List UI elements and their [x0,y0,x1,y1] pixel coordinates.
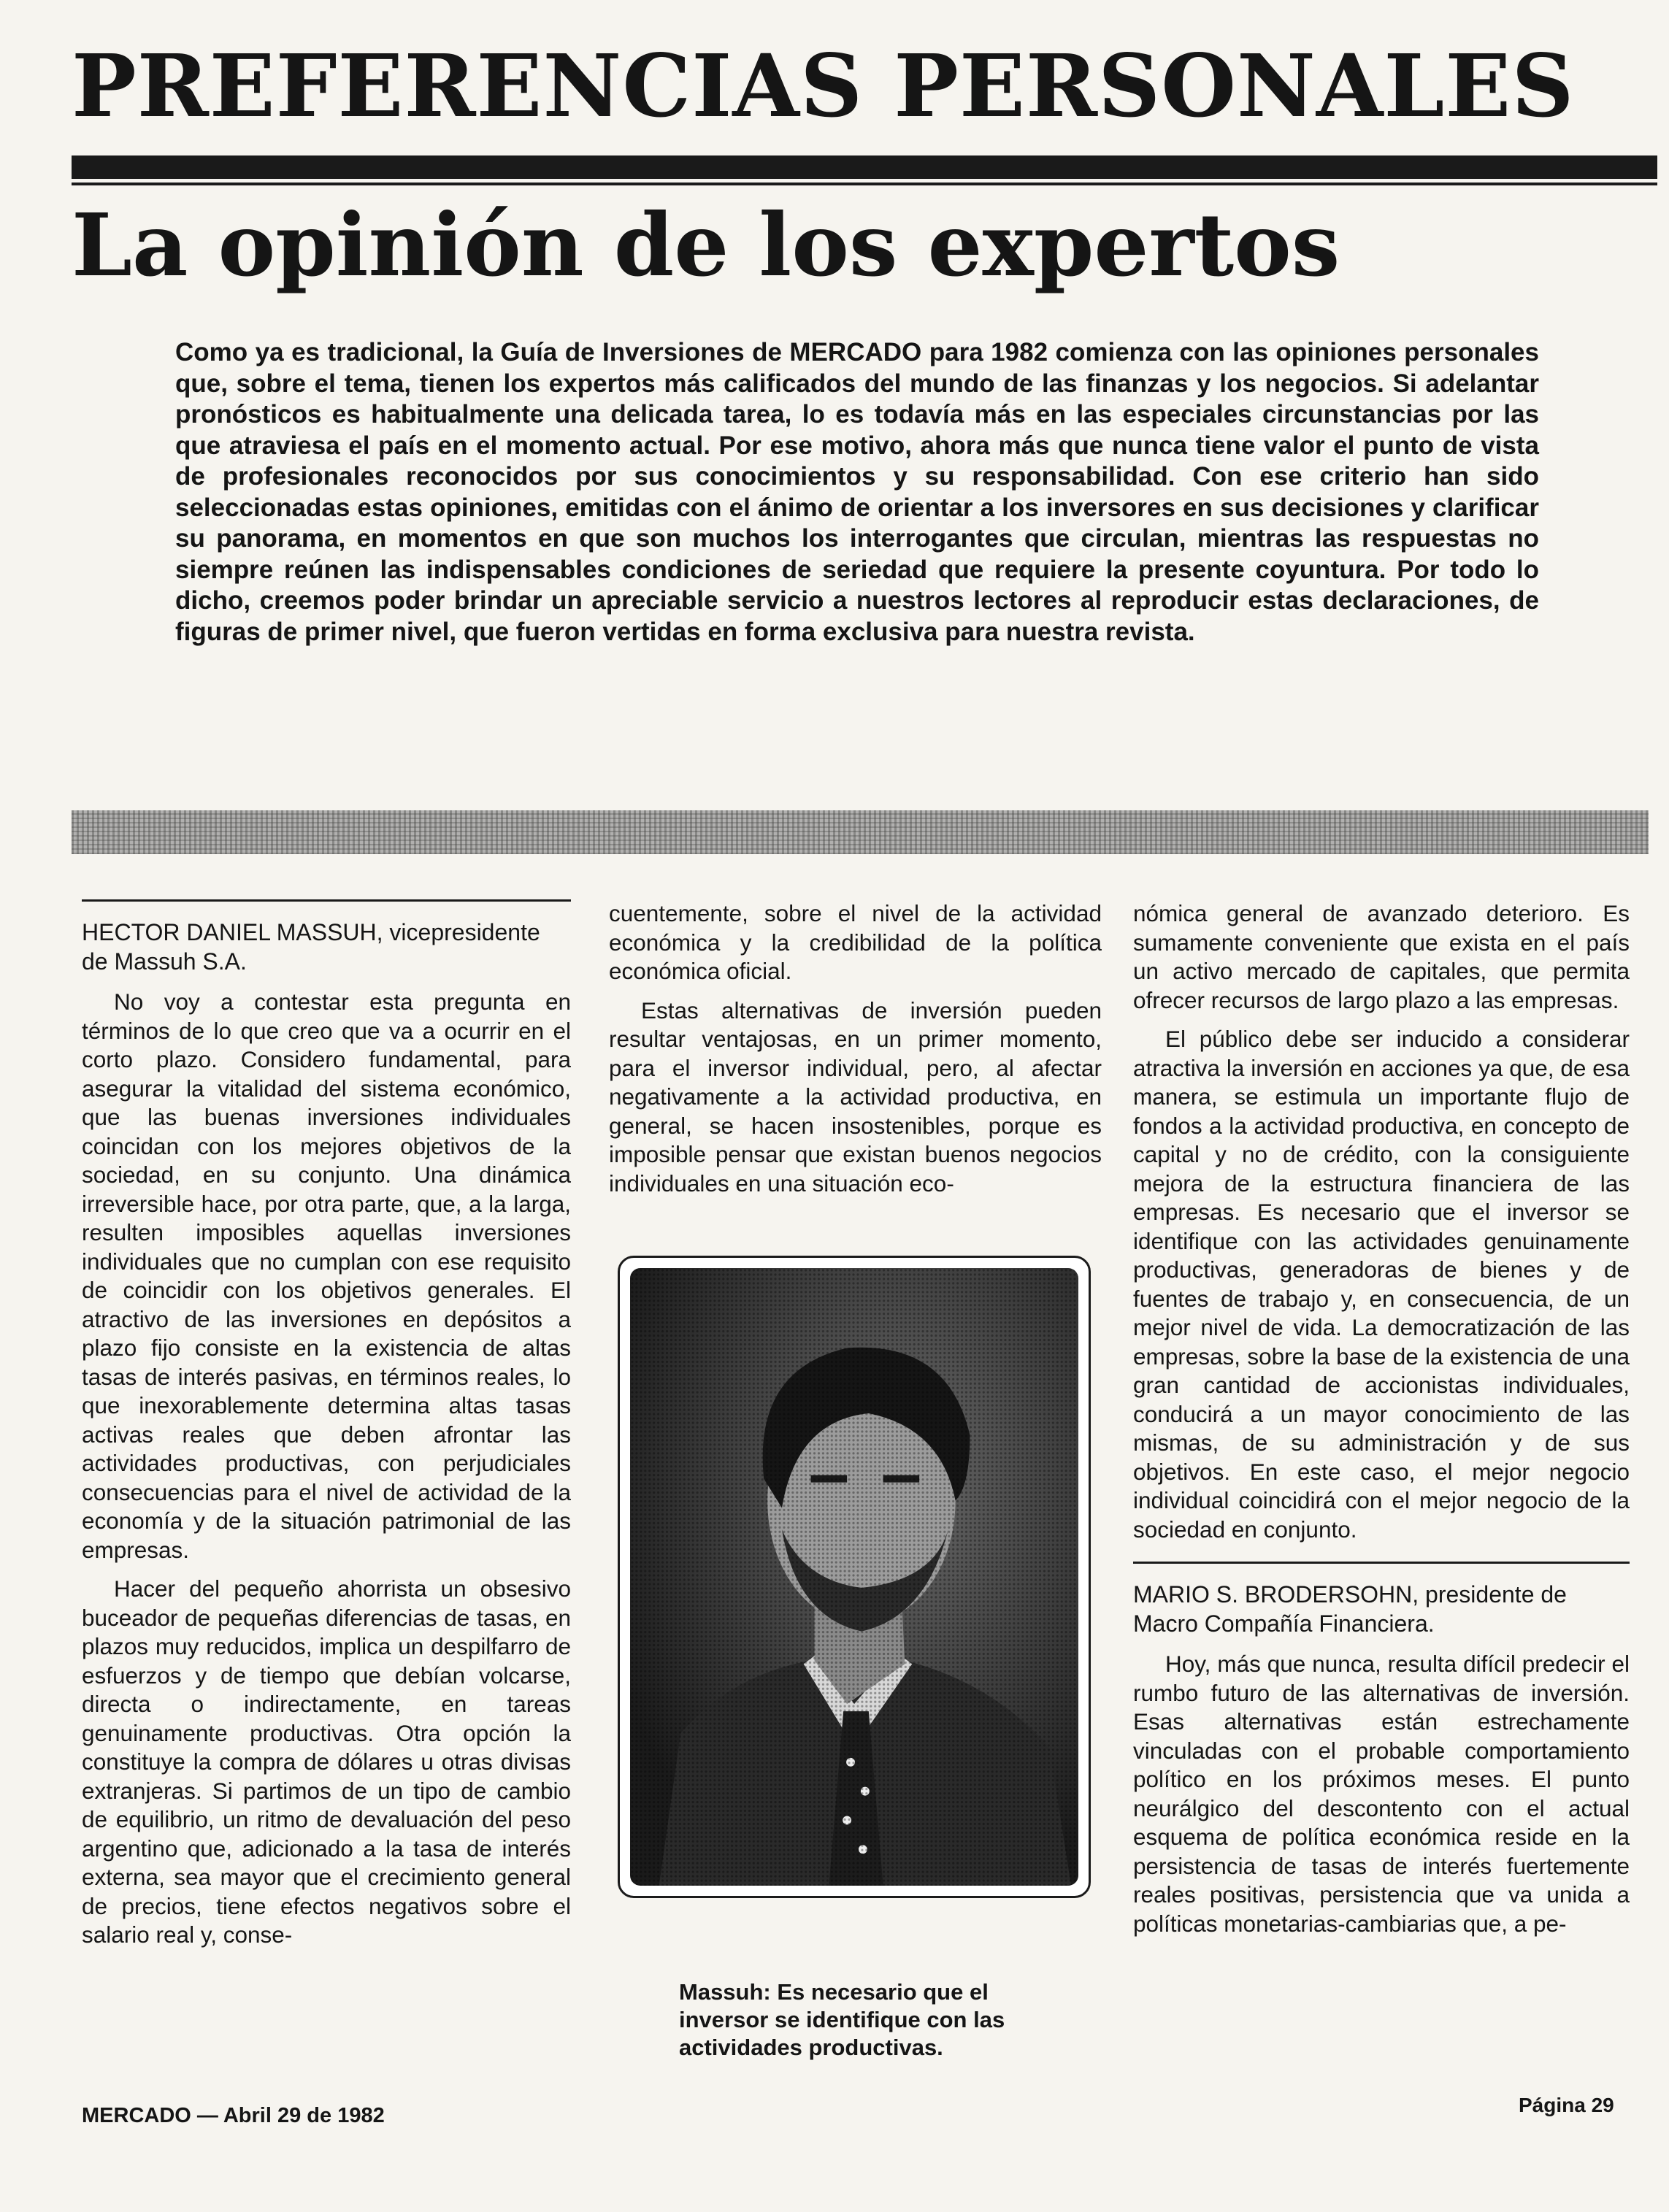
paragraph: No voy a contestar esta pregunta en términos de lo que creo que va a ocurrir en el corto plazo. Considero fundamental, para asegurar la vitalidad del sistema económico, que las buenas inversiones individuales coincidan con los mejores objetivos de la sociedad, en su conjunto. Una dinámica irreversible hace, por otra parte, que, a la larga, resulten imposibles aquellas inversiones individuales que no cumplan con ese requisito de coincidir con los objetivos generales. El atractivo de las inversiones en depósitos a plazo fijo consiste en la existencia de altas tasas de interés pasivas, en términos reales, lo que inexorablemente determina altas tasas activas reales que deben afrontar las actividades productivas, con perjudiciales consecuencias para el nivel de actividad de la economía y de la situación patrimonial de las empresas. [82,988,571,1563]
byline-brodersohn: MARIO S. BRODERSOHN, presidente de Macro Compañía Financiera. [1133,1581,1567,1637]
paragraph: El público debe ser inducido a considerar atractiva la inversión en acciones ya que, de esa manera, se estimula un importante flujo de fondos a la actividad productiva, en concepto de capital y no de crédito, con la consiguiente mejora de la estructura financiera de las empresas. Es necesario que el inversor se identifique con las actividades genuinamente productivas, generadoras de bienes y de fuentes de trabajo y, en consecuencia, de un mejor nivel de vida. La democratización de las empresas, sobre la base de la existencia de una gran cantidad de accionistas individuales, conducirá a un mayor conocimiento de las mismas, de su administración y de sus objetivos. En este caso, el mejor negocio individual coincidirá con el mejor negocio de la sociedad en conjunto. [1133,1026,1630,1543]
column-1 [82,899,571,1950]
header-rule-thin [72,183,1657,185]
intro-paragraph: Como ya es tradicional, la Guía de Inversiones de MERCADO para 1982 comienza con las opiniones personales que, sobre el tema, tienen los expertos más calificados del mundo de las finanzas y los negocios. Si adelantar pronósticos es habitualmente una delicada tarea, lo es todavía más en las especiales circunstancias por las que atraviesa el país en el momento actual. Por ese motivo, ahora más que nunca tiene valor el punto de vista de profesionales reconocidos por sus conocimientos y su responsabilidad. Con ese criterio han sido seleccionadas estas opiniones, emitidas con el ánimo de orientar a los inversores en sus decisiones y clarificar su panorama, en momentos en que son muchos los interrogantes que circulan, mientras las respuestas no siempre reúnen las indispensables condiciones de seriedad que requiere la presente coyuntura. Por todo lo dicho, creemos poder brindar un apreciable servicio a nuestros lectores al reproducir estas declaraciones, de figuras de primer nivel, que fueron vertidas en forma exclusiva para nuestra revista. [175,338,1539,646]
column-2 [609,899,1102,1198]
halftone-divider [72,810,1649,854]
header-rule-thick [72,155,1657,179]
byline-massuh: HECTOR DANIEL MASSUH, vicepresidente de Massuh S.A. [82,919,540,975]
column-rule [82,899,571,902]
footer-issue: MERCADO — Abril 29 de 1982 [82,2104,385,2127]
paragraph: nómica general de avanzado deterioro. Es sumamente conveniente que exista en el país un activo mercado de capitales, que permita ofrecer recursos de largo plazo a las empresas. [1133,900,1630,1013]
portrait-illustration [630,1268,1078,1886]
headline: La opinión de los expertos [72,194,1340,296]
paragraph: Estas alternativas de inversión pueden resultar ventajosas, en un primer momento, para el inversor individual, pero, al afectar negativamente a la actividad productiva, en general, se hacen insostenibles, porque es imposible pensar que existan buenos negocios individuales en una situación eco- [609,996,1102,1197]
paragraph: cuentemente, sobre el nivel de la actividad económica y la credibilidad de la política económica oficial. [609,900,1102,984]
photo-caption: Massuh: Es necesario que el inversor se identifique con las actividades productivas. [679,1979,1005,2060]
paragraph: Hoy, más que nunca, resulta difícil predecir el rumbo futuro de las alternativas de inversión. Esas alternativas están estrechamente vinculadas con el probable comportamiento político en los próximos meses. El punto neurálgico del descontento con el actual esquema de política económica reside en la persistencia de tasas de interés fuertemente reales positivas, persistencia que va unida a políticas monetarias-cambiarias que, a pe- [1133,1651,1630,1937]
paragraph: Hacer del pequeño ahorrista un obsesivo buceador de pequeñas diferencias de tasas, en plazos muy reducidos, implica un despilfarro de esfuerzos y de tiempo que debían volcarse, directa o indirectamente, en tareas genuinamente productivas. Otra opción la constituye la compra de dólares u otras divisas extranjeras. Si partimos de un tipo de cambio de equilibrio, un ritmo de devaluación del peso argentino que, adicionado a la tasa de interés externa, sea mayor que el crecimiento general de precios, tiene efectos negativos sobre el salario real y, conse- [82,1575,571,1948]
column-3 [1133,899,1630,1938]
section-title: PREFERENCIAS PERSONALES [72,35,1575,137]
column-rule [1133,1562,1630,1564]
portrait-photo [618,1256,1091,1898]
footer-page-number: Página 29 [1519,2094,1614,2116]
